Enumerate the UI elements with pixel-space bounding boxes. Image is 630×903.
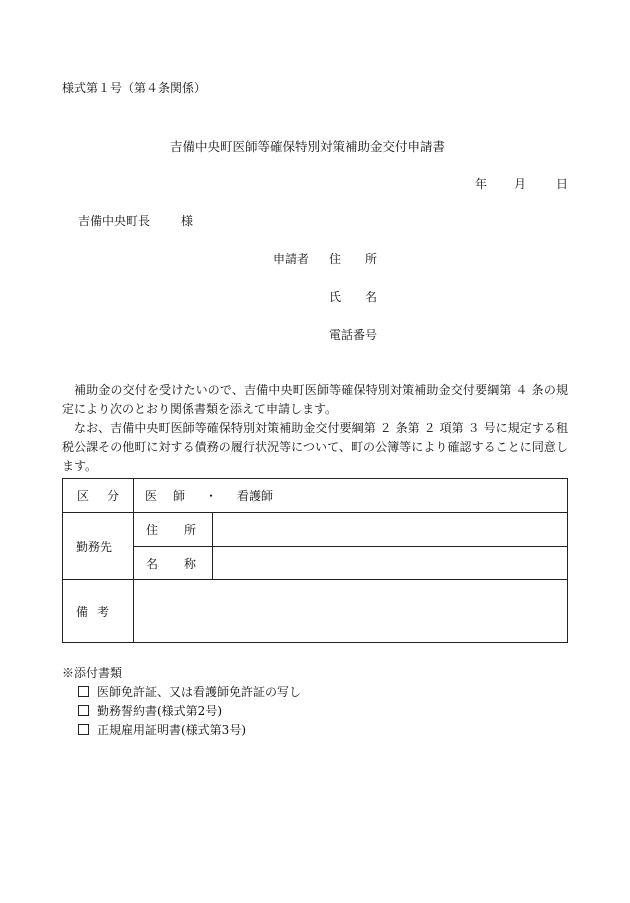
checkbox-icon[interactable]: [78, 705, 89, 716]
remarks-field[interactable]: [134, 580, 568, 643]
date-year: 年: [475, 177, 488, 191]
workplace-name-label-cell: [134, 547, 213, 580]
remarks-label-cell: [63, 580, 134, 643]
category-row: [63, 479, 568, 513]
attachment-item-label: 勤務誓約書(様式第2号): [97, 704, 222, 718]
body-paragraph-2: なお、吉備中央町医師等確保特別対策補助金交付要綱第 ２ 条第 ２ 項第 ３ 号に規定する租税公課その他町に対する債務の履行状況等について、町の公簿等により確認することに同意します。: [62, 421, 568, 473]
remarks-label-char-2: 考: [96, 604, 109, 619]
workplace-address-field[interactable]: [213, 513, 568, 547]
workplace-address-label-cell: [134, 513, 213, 547]
addressee-suffix: 様: [181, 214, 194, 228]
workplace-label-cell: [63, 513, 134, 580]
checkbox-icon[interactable]: [78, 686, 89, 697]
workplace-name-char-1: 名: [146, 556, 159, 571]
body-text: [62, 381, 568, 476]
attachment-item[interactable]: [62, 702, 301, 721]
application-table: [62, 478, 568, 643]
workplace-label: 勤務先: [76, 539, 113, 554]
attachment-item[interactable]: [62, 721, 301, 740]
category-option-kangoshi: 看護師: [237, 489, 274, 503]
addressee: 吉備中央町長: [78, 214, 151, 228]
applicant-name-label: 氏 名: [329, 290, 378, 304]
workplace-name-char-2: 称: [183, 556, 196, 571]
workplace-address-row: [63, 513, 568, 547]
checkbox-icon[interactable]: [78, 724, 89, 735]
category-option-ishi-2: 師: [173, 489, 186, 503]
category-option-separator: ・: [205, 489, 218, 503]
category-option-ishi-1: 医: [145, 489, 158, 503]
attachment-item[interactable]: [62, 683, 301, 702]
date-month: 月: [514, 177, 527, 191]
date-day: 日: [556, 177, 569, 191]
workplace-address-char-1: 住: [146, 523, 159, 537]
attachment-item-label: 正規雇用証明書(様式第3号): [97, 723, 246, 737]
remarks-label-char-1: 備: [76, 604, 89, 619]
category-options-cell[interactable]: [134, 479, 568, 513]
remarks-row: [63, 580, 568, 643]
form-number: 様式第１号（第４条関係）: [62, 81, 207, 95]
workplace-address-char-2: 所: [183, 523, 196, 537]
category-label-char-2: 分: [106, 489, 119, 503]
applicant-address-label: 住 所: [329, 252, 378, 266]
workplace-name-field[interactable]: [213, 547, 568, 580]
attachments-heading: ※添付書類: [62, 666, 123, 680]
workplace-name-row: [63, 547, 568, 580]
form-title: 吉備中央町医師等確保特別対策補助金交付申請書: [170, 139, 446, 154]
attachments-list: [62, 664, 301, 740]
attachment-item-label: 医師免許証、又は看護師免許証の写し: [97, 685, 302, 699]
category-label-char-1: 区: [77, 489, 90, 503]
category-label-cell: [63, 479, 134, 513]
applicant-label: 申請者: [273, 252, 310, 266]
applicant-phone-label: 電話番号: [329, 328, 378, 342]
body-paragraph-1: 補助金の交付を受けたいので、吉備中央町医師等確保特別対策補助金交付要綱第 ４ 条の規定により次のとおり関係書類を添えて申請します。: [62, 383, 568, 416]
